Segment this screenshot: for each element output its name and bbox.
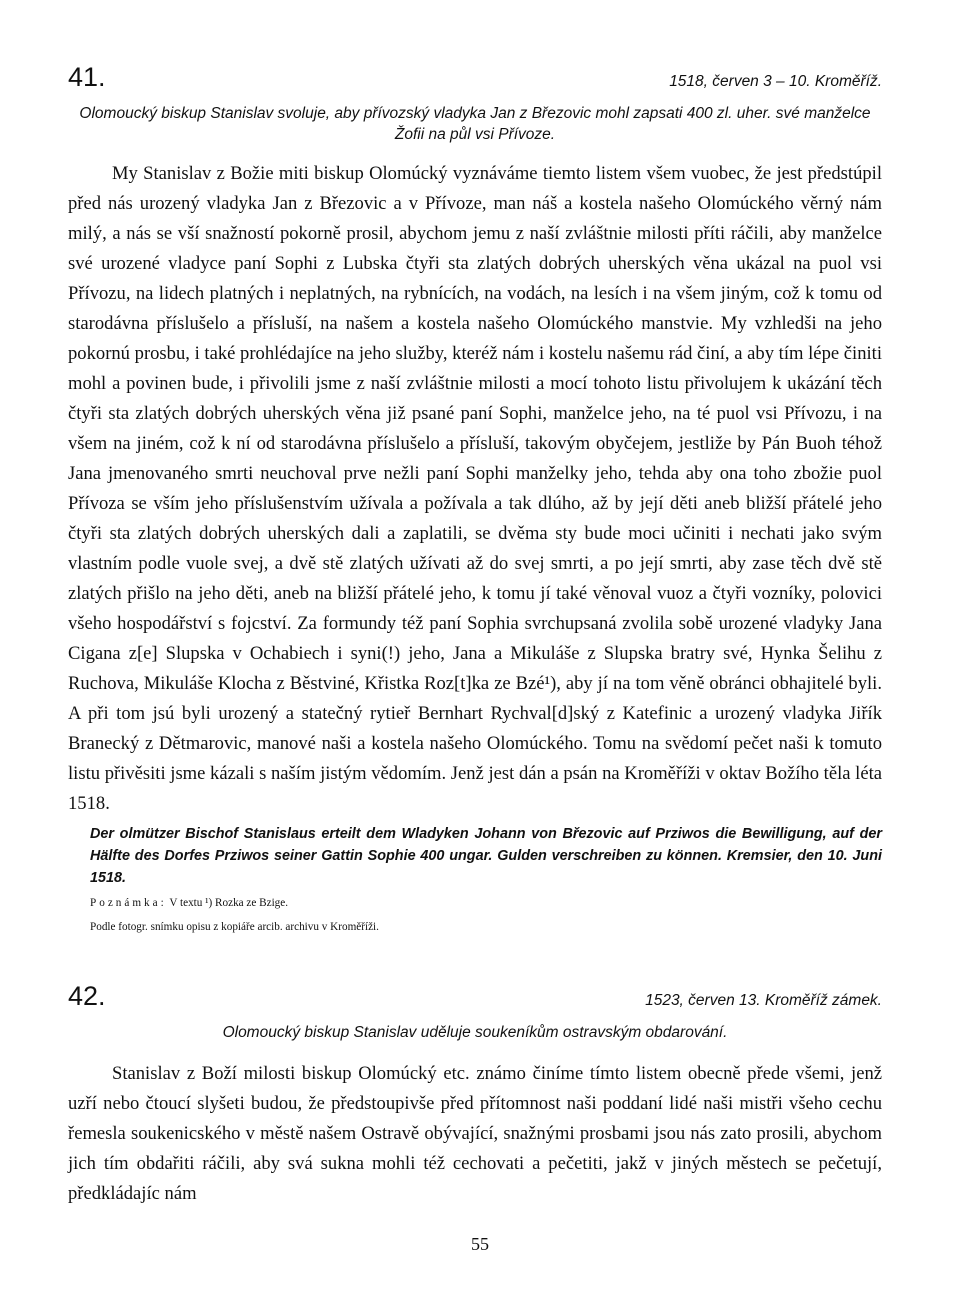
- document-regest: Olomoucký biskup Stanislav uděluje soukeníkům ostravským obdarování.: [222, 1024, 728, 1041]
- german-summary: Der olmützer Bischof Stanislaus erteilt dem Wladyken Johann von Březovic auf Prziwos die Bewilligung, auf der Hälfte des Dorfes Prziwos seiner Gattin Sophie 400 ungar. Gulden verschreiben zu können. Kremsier, den 10. Juni 1518.: [90, 826, 882, 886]
- document-date: 1523, červen 13. Kroměříž zámek.: [645, 992, 882, 1009]
- document-date: 1518, červen 3 – 10. Kroměříž.: [669, 73, 882, 90]
- document-number: 41.: [68, 62, 106, 92]
- footnote-text: V textu ¹) Rozka ze Bzige.: [169, 897, 289, 909]
- document-header-42: [68, 981, 882, 1012]
- document-header-41: [68, 62, 882, 93]
- footnote-label: Poznámka:: [90, 897, 167, 909]
- document-text: My Stanislav z Božie miti biskup Olomúcký vyznáváme tiemto listem všem vuobec, že jest předstúpil před nás urozený vladyka Jan z Březovic a v Přívoze, man náš a kostela našeho Olomúckého věrný nám milý, a nás se vší snažností pokorně prosil, abychom jemu z naší zvláštnie milosti příti ráčili, aby manželce své urozené vladyce paní Sophi z Lubska čtyři sta zlatých dobrých uherských věna ukázal na puol vsi Přívozu, na lidech platných i neplatných, na rybnících, na vodách, na lesích i na všem jiným, což k tomu od starodávna příslušelo a přísluší, na našem a kostela našeho Olomúckého manstvie. My vzhledši na jeho pokornú prosbu, i také prohlédajíce na jeho služby, kteréž nám i kostelu našemu rád činí, a aby tím lépe činiti mohl a povinen bude, i přivolili jsme z naší zvláštnie milosti a mocí tohoto listu přivolujem k ukázání těch čtyři sta zlatých dobrých uherských věna již psané paní Sophi, manželce jeho, na té puol vsi Přívozu, i na všem na jiném, což k ní od starodávna příslušelo a přísluší, takovým obyčejem, jestliže by Pán Buoh téhož Jana jmenovaného smrti neuchoval prve nežli paní Sophi manželky jeho, tehda aby ona toho zbožie puol Přívoza se vším jeho příslušenstvím užívala a požívala a tak dlúho, až by její děti aneb bližší přátelé jeho čtyři sta zlatých dobrých uherských dali a zaplatili, se dvěma sty bude moci učiniti i nechati jako svým vlastním podle vuole svej, a dvě stě zlatých užívati až do svej smrti, a po její smrti, aby zase těch dvě stě zlatých přišlo na jeho děti, aneb na bližší přátelé jeho, k tomu jí také věnoval vuoz a čtyři vozníky, polovici všeho hospodářství s fojcství. Za formundy též paní Sophia svrchupsaná zvolila sobě urozené vladyky Jana Cigana z[e] Slupska v Ochabiech i syni(!) jeho, Jana a Mikuláše z Slupska bratry své, Hynka Šelihu z Ruchova, Mikuláše Klocha z Běstviné, Křistka Roz[t]ka ze Bzé¹), aby jí na tom věně obránci obhajitelé byli. A při tom jsú byli urozený a statečný rytieř Bernhart Rychval[d]ský z Katefinic a urozený vladyka Jiřík Branecký z Dětmarovic, manové naši a kostela našeho Olomúckého. Tomu na svědomí pečet naši k tomuto listu přivěsiti jsme kázali s naším jistým vědomím. Jenž jest dán a psán na Kroměříži v oktav Božího těla léta 1518.: [68, 163, 882, 814]
- page-number: 55: [471, 1234, 489, 1254]
- document-text: Stanislav z Boží milosti biskup Olomúcký etc. známo činíme tímto listem obecně přede všemi, jenž uzří nebo čtoucí slyšeti budou, že předstoupivše před přítomnost naši poddaní lidé naši mistři všeho cechu řemesla soukenicského v městě našem Ostravě obývající, snažnými prosbami jsou nás zato prosili, abychom jich tím obdařiti ráčili, aby svá sukna mohli též cechovati a pečetiti, jakž v jiných městech se pečetují, předkládajíc nám: [68, 1063, 882, 1204]
- document-regest: Olomoucký biskup Stanislav svoluje, aby přívozský vladyka Jan z Březovic mohl zapsati 400 zl. uher. své manželce Žofii na půl vsi Přívoze.: [79, 105, 871, 143]
- document-page: [68, 62, 882, 1209]
- source-note: Podle fotogr. snímku opisu z kopiáře arcib. archivu v Kroměříži.: [90, 921, 379, 933]
- document-number: 42.: [68, 981, 106, 1011]
- footnote: [90, 893, 882, 913]
